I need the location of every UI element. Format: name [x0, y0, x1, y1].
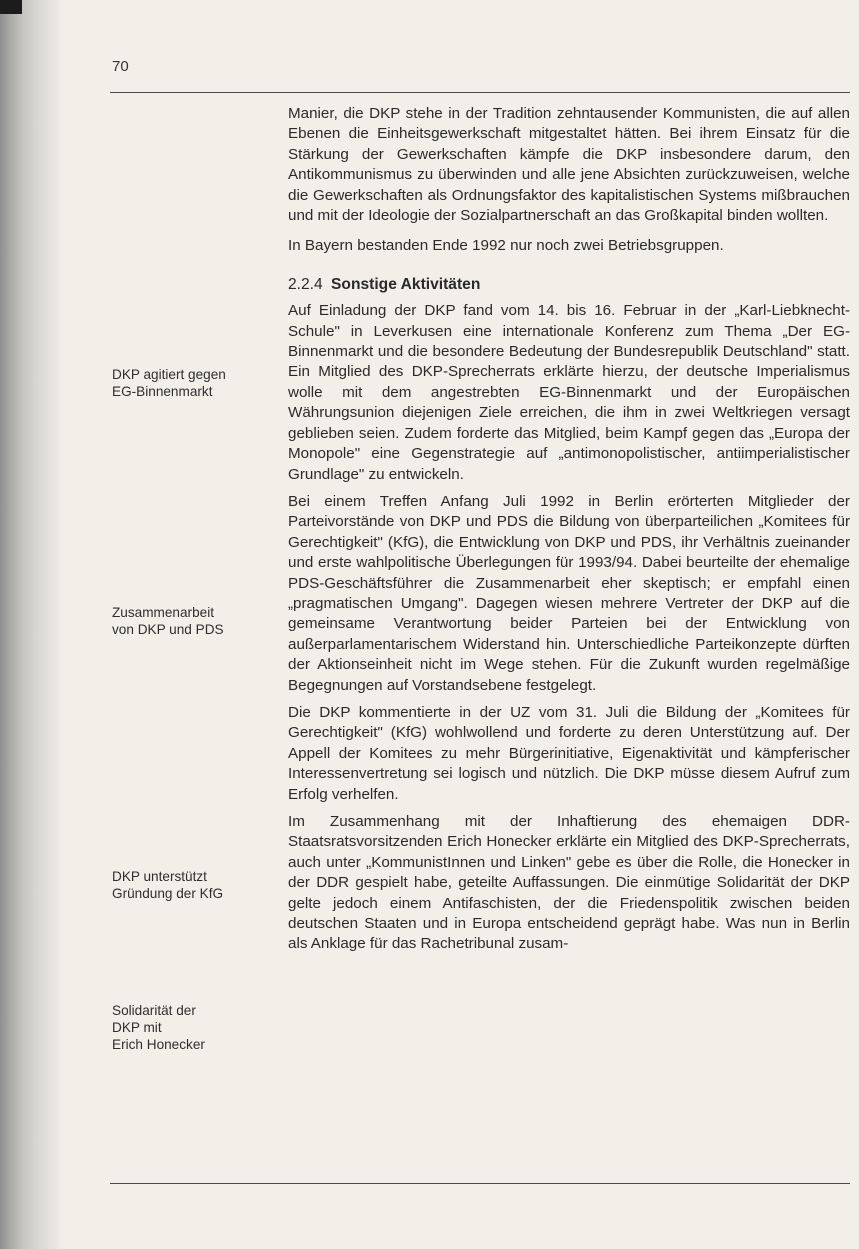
paragraph: In Bayern bestanden Ende 1992 nur noch zwei Betriebsgruppen.	[288, 237, 724, 255]
section-title: Sonstige Aktivitäten	[331, 275, 481, 293]
margin-note-line: von DKP und PDS	[112, 622, 224, 637]
margin-note-kfg	[112, 868, 274, 902]
page-binding-shadow	[0, 0, 62, 1249]
margin-note-line: Gründung der KfG	[112, 886, 224, 901]
margin-note-honecker	[112, 1002, 274, 1053]
margin-note-line: Zusammenarbeit	[112, 605, 214, 620]
main-text-column	[288, 104, 850, 955]
header-rule	[110, 92, 850, 93]
margin-note-line: DKP agitiert gegen	[112, 367, 226, 382]
section-heading	[288, 275, 850, 295]
paragraph: Bei einem Treffen Anfang Juli 1992 in Berlin erörterten Mitglieder der Parteivorstände von DKP und PDS die Bildung von überparteilichen „Komitees für Gerechtigkeit" (KfG), die Entwicklung von DKP und PDS, ihr Verhältnis zueinander und erste wahlpolitische Überlegungen für 1993/94. Dabei beurteilte der ehemalige PDS-Geschäftsführer die Zusammenarbeit eher skeptisch; er empfahl einen „pragmatischen Umgang". Dagegen wiesen mehrere Vertreter der DKP auf die gemeinsame Verantwortung beider Parteien bei der Entwicklung von außerparlamentarischem Widerstand hin. Unterschiedliche Parteikonzepte dürften der Aktionseinheit nicht im Wege stehen. Für die Zukunft wurden regelmäßige Begegnungen auf Vorstandsebene festgelegt.	[288, 492, 850, 694]
margin-note-eg-binnenmarkt	[112, 366, 274, 400]
footer-rule	[110, 1183, 850, 1184]
margin-note-line: Solidarität der	[112, 1003, 196, 1018]
paragraph: Manier, die DKP stehe in der Tradition zehntausender Kommunisten, die auf allen Ebenen die Einheitsgewerkschaft mitgestaltet hätten. Bei ihrem Einsatz für die Stärkung der Gewerkschaften kämpfe die DKP insbesondere darum, den Antikommunismus zu überwinden und alle jene Absichten zurückzuweisen, welche die Gewerkschaften als Ordnungsfaktor des kapitalistischen Systems mißbrauchen und mit der Ideologie der Sozialpartnerschaft an das Großkapital binden wollten.	[288, 105, 850, 225]
margin-note-dkp-pds	[112, 604, 274, 638]
paragraph: Die DKP kommentierte in der UZ vom 31. Juli die Bildung der „Komitees für Gerechtigkeit" (KfG) wohlwollend und forderte zu deren Unterstützung auf. Der Appell der Komitees zu mehr Bürgerinitiative, Eigenaktivität und kämpferischer Interessenvertretung sei logisch und nützlich. Die DKP müsse diesem Aufruf zum Erfolg verhelfen.	[288, 703, 850, 803]
page-number: 70	[112, 58, 129, 75]
section-number: 2.2.4	[288, 275, 323, 293]
margin-note-line: EG-Binnenmarkt	[112, 384, 213, 399]
binding-corner-mark	[0, 0, 22, 14]
margin-note-line: Erich Honecker	[112, 1037, 205, 1052]
margin-note-line: DKP unterstützt	[112, 869, 207, 884]
margin-note-line: DKP mit	[112, 1020, 162, 1035]
paragraph: Auf Einladung der DKP fand vom 14. bis 16. Februar in der „Karl-Liebknecht-Schule" in Leverkusen eine internationale Konferenz zum Thema „Der EG-Binnenmarkt und die besondere Bedeutung der Bundesrepublik Deutschland" statt. Ein Mitglied des DKP-Sprecherrats erklärte hierzu, der deutsche Imperialismus wolle mit dem angestrebten EG-Binnenmarkt und der Europäischen Währungsunion diejenigen Ziele erreichen, die ihm in zwei Weltkriegen versagt geblieben seien. Zudem forderte das Mitglied, beim Kampf gegen das „Europa der Monopole" eine Gegenstrategie auf „antimonopolistischer, antiimperialistischer Grundlage" zu entwickeln.	[288, 302, 850, 483]
paragraph: Im Zusammenhang mit der Inhaftierung des ehemaigen DDR-Staatsratsvorsitzenden Erich Honecker erklärte ein Mitglied des DKP-Sprecherrats, auch unter „KommunistInnen und Linken" gebe es über die Rolle, die Honecker in der DDR gespielt habe, geteilte Auffassungen. Die einmütige Solidarität der DKP gelte jedoch einem Antifaschisten, der die Friedenspolitik zwischen beiden deutschen Staaten und in Europa entscheidend geprägt habe. Was nun in Berlin als Anklage für das Rachetribunal zusam-	[288, 813, 850, 953]
